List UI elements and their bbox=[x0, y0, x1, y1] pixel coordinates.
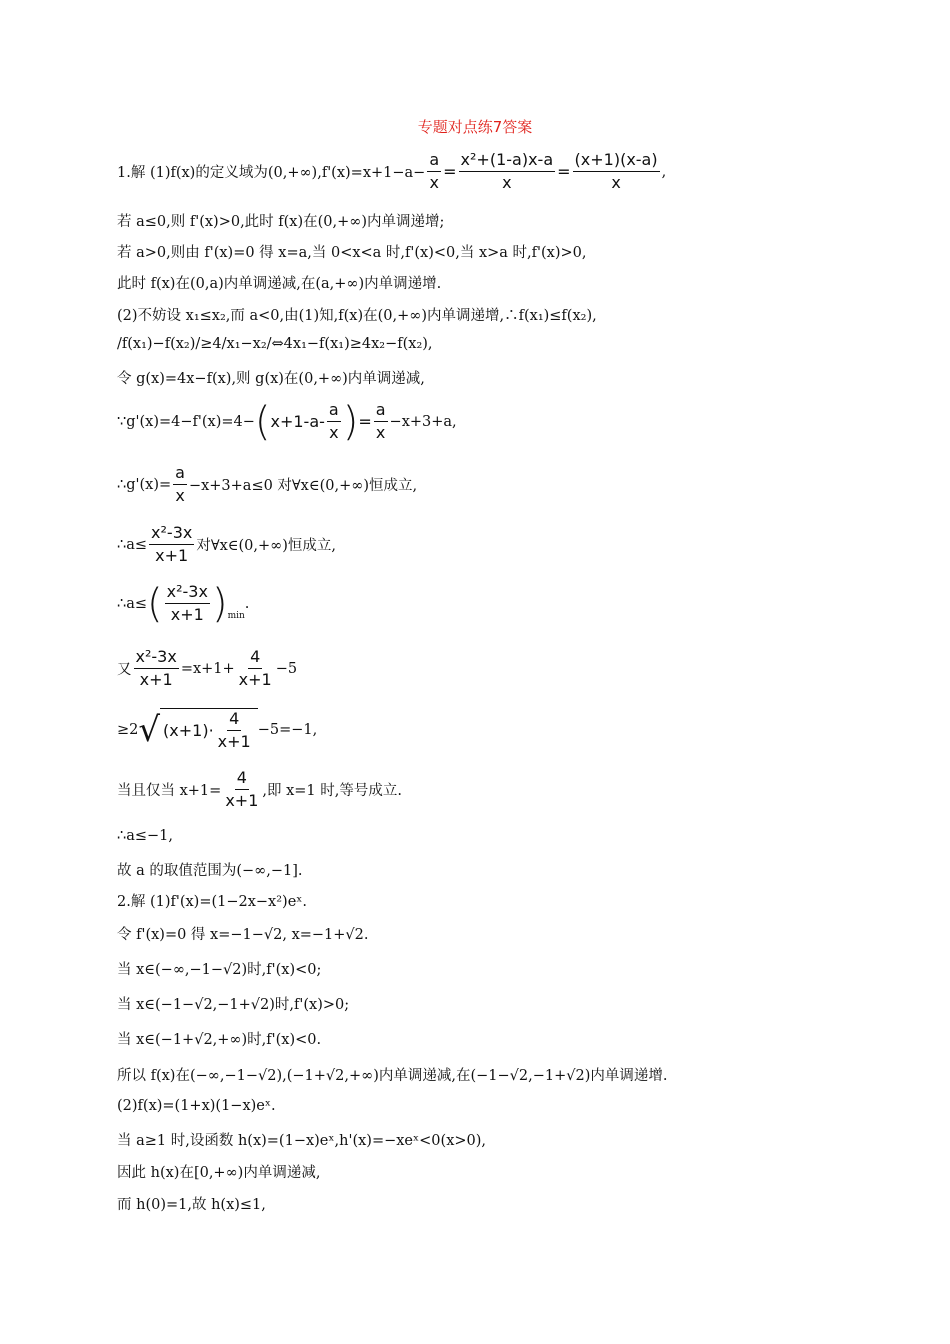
right-paren: ) bbox=[342, 398, 359, 445]
denominator: x+1 bbox=[238, 670, 272, 689]
equals: = bbox=[443, 162, 457, 181]
document-title: 专题对点练7答案 bbox=[417, 118, 533, 136]
text: 当且仅当 x+1= bbox=[117, 783, 222, 799]
text-line bbox=[117, 1161, 320, 1182]
text-line bbox=[117, 1193, 266, 1214]
denominator: x+1 bbox=[217, 732, 251, 751]
text: 当 x∈(−1+√2,+∞)时,f'(x)<0. bbox=[117, 1032, 322, 1048]
text: (x+1)· bbox=[163, 721, 214, 740]
text: . bbox=[244, 595, 250, 612]
text: −5 bbox=[275, 660, 298, 677]
denominator: x+1 bbox=[155, 546, 189, 565]
numerator: x²-3x bbox=[165, 582, 210, 604]
text-line bbox=[117, 1064, 667, 1085]
text: 当 x∈(−1−√2,−1+√2)时,f'(x)>0; bbox=[117, 997, 350, 1013]
text: 2.解 (1)f'(x)=(1−2x−x²)eˣ. bbox=[117, 894, 308, 910]
numerator: (x+1)(x-a) bbox=[573, 150, 660, 172]
text: 当 a≥1 时,设函数 h(x)=(1−x)eˣ,h'(x)=−xeˣ<0(x>0), bbox=[117, 1133, 487, 1149]
text-line bbox=[117, 241, 587, 262]
numerator: a bbox=[173, 463, 187, 485]
text: 当 x∈(−∞,−1−√2)时,f'(x)<0; bbox=[117, 962, 322, 978]
text: −x+3+a, bbox=[389, 413, 457, 430]
subscript: min bbox=[227, 611, 245, 621]
left-paren: ( bbox=[147, 580, 163, 627]
text-line bbox=[117, 336, 433, 352]
square-root bbox=[138, 708, 257, 752]
numerator: x²-3x bbox=[134, 647, 179, 669]
math-line bbox=[117, 647, 297, 690]
text: 令 f'(x)=0 得 x=−1−√2, x=−1+√2. bbox=[117, 927, 369, 943]
denominator: x+1 bbox=[139, 670, 173, 689]
numerator: x²+(1-a)x-a bbox=[459, 150, 556, 172]
text-line bbox=[117, 1098, 276, 1114]
denominator: x+1 bbox=[225, 791, 259, 810]
denominator: x+1 bbox=[170, 605, 204, 624]
denominator: x bbox=[502, 173, 512, 192]
text: =x+1+ bbox=[180, 660, 235, 677]
fraction bbox=[374, 400, 388, 443]
text-line bbox=[117, 923, 369, 944]
text: −5=−1, bbox=[257, 722, 318, 738]
text-line bbox=[117, 859, 303, 880]
fraction bbox=[573, 150, 660, 193]
equals: = bbox=[358, 412, 372, 431]
text: 因此 h(x)在[0,+∞)内单调递减, bbox=[117, 1165, 321, 1181]
solution-1-line-1 bbox=[117, 150, 666, 193]
equals: = bbox=[557, 162, 571, 181]
math-line bbox=[117, 463, 417, 506]
text-line bbox=[117, 304, 597, 325]
fraction bbox=[173, 463, 187, 506]
text: 又 bbox=[117, 662, 132, 678]
text-line bbox=[117, 367, 425, 388]
fraction bbox=[327, 400, 341, 443]
fraction bbox=[459, 150, 556, 193]
math-line bbox=[117, 400, 457, 443]
numerator: x²-3x bbox=[149, 523, 194, 545]
text: (2)f(x)=(1+x)(1−x)eˣ. bbox=[117, 1098, 276, 1114]
denominator: x bbox=[375, 423, 386, 442]
text-line bbox=[117, 1129, 486, 1150]
text: x+1-a- bbox=[270, 412, 325, 431]
text: 令 g(x)=4x−f(x),则 g(x)在(0,+∞)内单调递减, bbox=[117, 371, 425, 387]
fraction bbox=[427, 150, 441, 193]
numerator: 4 bbox=[227, 709, 241, 731]
math-line bbox=[117, 768, 402, 811]
text-line bbox=[117, 890, 307, 911]
radical-sign: √ bbox=[138, 710, 161, 750]
fraction bbox=[165, 582, 210, 625]
right-paren: ) bbox=[211, 580, 228, 627]
text: ∵g'(x)=4−f'(x)=4− bbox=[117, 413, 255, 430]
numerator: a bbox=[327, 400, 341, 422]
text: ≥2 bbox=[117, 722, 139, 738]
text: ∴a≤−1, bbox=[117, 828, 174, 844]
text: ∴g'(x)= bbox=[117, 476, 172, 493]
denominator: x bbox=[429, 173, 439, 192]
math-line bbox=[117, 708, 317, 752]
text-line bbox=[117, 272, 441, 293]
text: /f(x₁)−f(x₂)/≥4/x₁−x₂/⇔4x₁−f(x₁)≥4x₂−f(x₂), bbox=[117, 336, 433, 352]
denominator: x bbox=[611, 173, 621, 192]
text-line bbox=[117, 958, 321, 979]
denominator: x bbox=[329, 423, 339, 442]
numerator: a bbox=[374, 400, 388, 422]
fraction bbox=[237, 647, 274, 690]
text-line bbox=[117, 993, 349, 1014]
text: 所以 f(x)在(−∞,−1−√2),(−1+√2,+∞)内单调递减,在(−1−√2,−1+√2)内单调递增. bbox=[117, 1068, 668, 1084]
text: 故 a 的取值范围为(−∞,−1]. bbox=[117, 863, 303, 879]
numerator: 4 bbox=[248, 647, 262, 669]
denominator: x bbox=[175, 486, 185, 505]
fraction bbox=[223, 768, 260, 811]
text: (2)不妨设 x₁≤x₂,而 a<0,由(1)知,f(x)在(0,+∞)内单调递增,∴f(x₁)≤f(x₂), bbox=[117, 308, 597, 324]
text: 1.解 (1)f(x)的定义域为(0,+∞),f'(x)=x+1−a− bbox=[117, 165, 426, 181]
text: −x+3+a≤0 对∀x∈(0,+∞)恒成立, bbox=[188, 478, 418, 494]
radicand bbox=[160, 708, 258, 752]
left-paren: ( bbox=[254, 398, 271, 445]
text: , bbox=[661, 163, 667, 180]
numerator: a bbox=[427, 150, 441, 172]
text-line bbox=[117, 210, 444, 231]
text: ,即 x=1 时,等号成立. bbox=[262, 783, 402, 799]
text-line bbox=[117, 828, 173, 844]
math-line bbox=[117, 582, 249, 625]
fraction bbox=[216, 709, 253, 752]
text: 此时 f(x)在(0,a)内单调递减,在(a,+∞)内单调递增. bbox=[117, 276, 442, 292]
math-line bbox=[117, 523, 336, 566]
text: 而 h(0)=1,故 h(x)≤1, bbox=[117, 1197, 266, 1213]
text: 若 a≤0,则 f'(x)>0,此时 f(x)在(0,+∞)内单调递增; bbox=[117, 214, 445, 230]
text: ∴a≤ bbox=[117, 536, 148, 553]
text: 对∀x∈(0,+∞)恒成立, bbox=[196, 538, 336, 554]
fraction bbox=[134, 647, 179, 690]
text: ∴a≤ bbox=[117, 595, 148, 612]
numerator: 4 bbox=[235, 768, 249, 790]
text-line bbox=[117, 1028, 321, 1049]
text: 若 a>0,则由 f'(x)=0 得 x=a,当 0<x<a 时,f'(x)<0,当 x>a 时,f'(x)>0, bbox=[117, 245, 587, 261]
fraction bbox=[149, 523, 194, 566]
